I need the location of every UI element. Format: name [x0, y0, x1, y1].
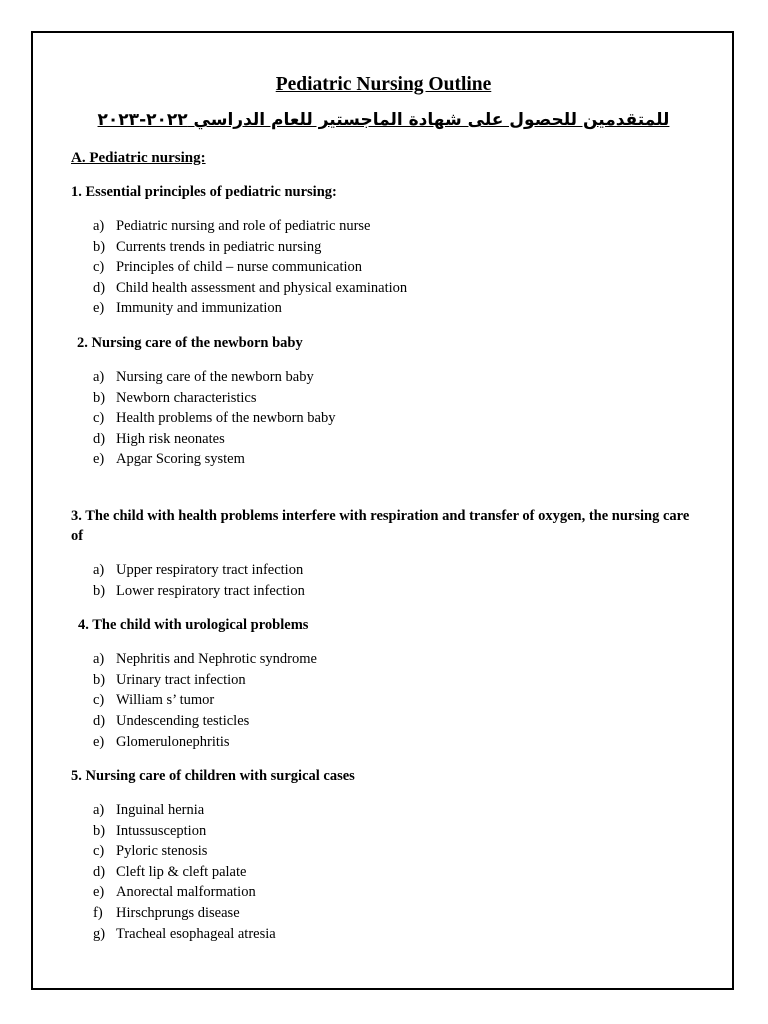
list-item — [93, 821, 696, 842]
item-marker: a) — [93, 218, 105, 234]
item-marker: e) — [93, 451, 105, 468]
list-item — [93, 690, 696, 711]
item-text: Inguinal hernia — [116, 802, 205, 819]
document-body — [71, 72, 696, 944]
item-text: Immunity and immunization — [116, 300, 282, 317]
item-text: Child health assessment and physical examination — [116, 279, 408, 296]
item-text: Currents trends in pediatric nursing — [116, 238, 322, 255]
list-item — [93, 732, 696, 753]
item-list — [71, 800, 696, 944]
list-item — [93, 841, 696, 862]
item-text: Urinary tract infection — [116, 671, 246, 688]
list-item — [93, 581, 696, 602]
item-text: Apgar Scoring system — [116, 451, 245, 468]
section-3 — [71, 506, 696, 601]
section-4 — [71, 615, 696, 752]
item-text: Health problems of the newborn baby — [116, 410, 336, 427]
list-item — [93, 429, 696, 450]
item-marker: d) — [93, 863, 106, 880]
item-list — [71, 560, 696, 601]
item-text: High risk neonates — [116, 430, 225, 447]
item-list — [71, 216, 696, 319]
item-marker: f) — [93, 905, 103, 922]
item-marker: b) — [93, 238, 106, 255]
item-text: Intussusception — [116, 822, 207, 839]
list-item — [93, 882, 696, 903]
section-heading: 5. Nursing care of children with surgical cases — [71, 768, 355, 785]
section-heading: 2. Nursing care of the newborn baby — [77, 334, 303, 351]
list-item — [93, 560, 696, 581]
list-item — [93, 257, 696, 278]
item-text: Tracheal esophageal atresia — [116, 925, 276, 942]
item-marker: c) — [93, 692, 105, 709]
list-item — [93, 670, 696, 691]
list-item — [93, 237, 696, 258]
list-item — [93, 216, 696, 237]
item-marker: c) — [93, 259, 105, 276]
section-heading: 1. Essential principles of pediatric nursing: — [71, 184, 337, 200]
section-heading: 3. The child with health problems interfere with respiration and transfer of oxygen, the nursing care of — [71, 507, 690, 544]
item-text: Cleft lip & cleft palate — [116, 863, 247, 880]
arabic-subtitle: للمتقدمين للحصول على شهادة الماجستير للعام الدراسي ٢٠٢٢-٢٠٢٣ — [97, 110, 670, 130]
item-marker: e) — [93, 884, 105, 901]
section-a-heading: A. Pediatric nursing: — [71, 150, 206, 166]
item-text: William s’ tumor — [116, 692, 215, 709]
item-marker: a) — [93, 368, 105, 385]
item-marker: c) — [93, 410, 105, 427]
item-marker: d) — [93, 712, 106, 729]
item-marker: e) — [93, 733, 105, 750]
item-text: Upper respiratory tract infection — [116, 561, 304, 578]
section-2 — [71, 333, 696, 470]
item-text: Principles of child – nurse communication — [116, 259, 363, 276]
section-5 — [71, 766, 696, 944]
item-text: Pyloric stenosis — [116, 843, 208, 860]
list-item — [93, 711, 696, 732]
item-marker: g) — [93, 925, 106, 942]
item-marker: c) — [93, 843, 105, 860]
list-item — [93, 298, 696, 319]
list-item — [93, 367, 696, 388]
list-item — [93, 924, 696, 945]
item-text: Pediatric nursing and role of pediatric nurse — [116, 218, 371, 234]
item-text: Anorectal malformation — [116, 884, 256, 901]
document-title: Pediatric Nursing Outline — [275, 74, 492, 95]
list-item — [93, 388, 696, 409]
item-list — [77, 367, 696, 470]
list-item — [93, 278, 696, 299]
item-marker: b) — [93, 822, 106, 839]
item-marker: a) — [93, 802, 105, 819]
list-item — [93, 649, 696, 670]
section-heading: 4. The child with urological problems — [78, 617, 309, 634]
item-marker: e) — [93, 300, 105, 317]
item-text: Nephritis and Nephrotic syndrome — [116, 651, 317, 668]
item-marker: d) — [93, 279, 106, 296]
item-marker: b) — [93, 389, 106, 406]
item-marker: b) — [93, 582, 106, 599]
item-text: Glomerulonephritis — [116, 733, 230, 750]
item-text: Hirschprungs disease — [116, 905, 240, 922]
list-item — [93, 449, 696, 470]
item-marker: d) — [93, 430, 106, 447]
item-text: Lower respiratory tract infection — [116, 582, 305, 599]
list-item — [93, 903, 696, 924]
item-marker: a) — [93, 651, 105, 668]
item-text: Nursing care of the newborn baby — [116, 368, 314, 385]
list-item — [93, 800, 696, 821]
item-marker: b) — [93, 671, 106, 688]
section-1 — [71, 182, 696, 319]
item-text: Newborn characteristics — [116, 389, 257, 406]
item-list — [78, 649, 696, 752]
item-text: Undescending testicles — [116, 712, 250, 729]
item-marker: a) — [93, 561, 105, 578]
list-item — [93, 408, 696, 429]
list-item — [93, 862, 696, 883]
